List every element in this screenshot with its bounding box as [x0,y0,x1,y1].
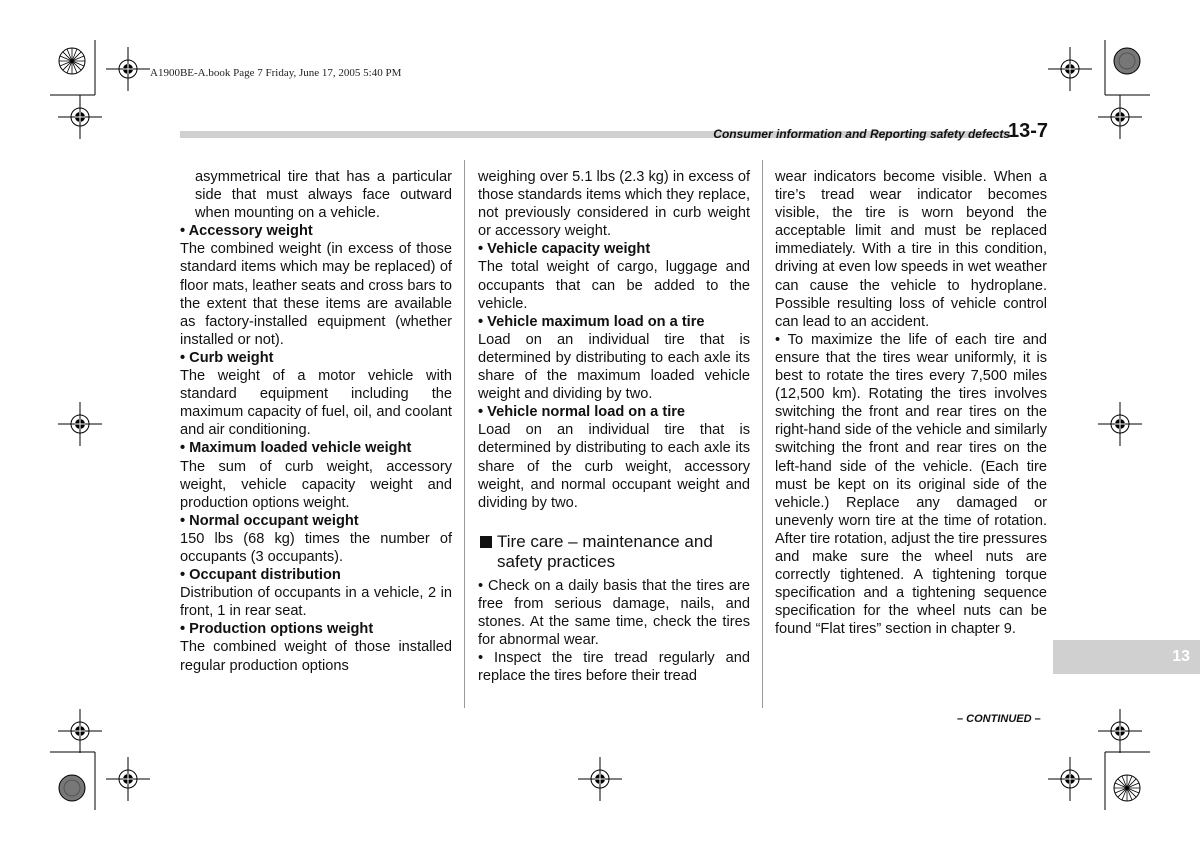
paragraph: 150 lbs (68 kg) times the number of occupants (3 occupants). [180,530,452,565]
paragraph: Load on an individual tire that is determined by distributing to each axle its share of the maximum loaded vehicle weight and dividing by two. [478,331,750,403]
section-title: Consumer information and Reporting safety defects [713,127,1010,141]
page-number: 13-7 [1008,120,1049,142]
term-heading: • Curb weight [180,349,274,366]
paragraph: • To maximize the life of each tire and ensure that the tires wear uniformly, it is best to rotate the tires every 7,500 miles (12,500 km). Rotating the tires involves switching the front and rear tires on the right-hand side of the vehicle and similarly switching the front and rear tires on the left-hand side of the vehicle. (Each tire must be kept on its original side of the vehicle.) Replace any damaged or unevenly worn tire at the time of rotation. After tire rotation, adjust the tire pressures and make sure the wheel nuts are correctly tightened. A tightening torque specification and a tightening sequence specification for the wheel nuts can be found “Flat tires” section in chapter 9. [775,331,1047,638]
chapter-tab-number: 13 [1172,648,1190,665]
term-heading: • Vehicle capacity weight [478,241,651,258]
paragraph: asymmetrical tire that has a particular side that must always face outward when mounting on a vehicle. [195,169,452,222]
paragraph: The weight of a motor vehicle with standard equipment including the maximum capacity of fuel, oil, and coolant and air conditioning. [180,368,452,439]
paragraph: wear indicators become visible. When a tire’s tread wear indicator becomes visible, the tire is worn beyond the acceptable limit and must be replaced immediately. With a tire in this condition, driving at even low speeds in wet weather can cause the vehicle to hydroplane. Possible resulting loss of vehicle control can lead to an accident. [775,169,1047,330]
term-heading: • Production options weight [180,621,374,638]
term-heading: • Vehicle maximum load on a tire [478,313,705,330]
paragraph: Load on an individual tire that is determined by distributing to each axle its share of the curb weight, accessory weight, and normal occupant weight and dividing by two. [478,422,750,511]
paragraph: • Check on a daily basis that the tires are free from serious damage, nails, and stones. At the same time, check the tires for abnormal wear. [478,577,750,649]
term-heading: • Maximum loaded vehicle weight [180,440,412,457]
paragraph: The total weight of cargo, luggage and occupants that can be added to the vehicle. [478,259,750,312]
paragraph: The sum of curb weight, accessory weight, vehicle capacity weight and production options weight. [180,458,452,511]
term-heading: • Occupant distribution [180,567,341,584]
term-heading: • Normal occupant weight [180,512,359,529]
paragraph: weighing over 5.1 lbs (2.3 kg) in excess of those standards items which they replace, not previously considered in curb weight or accessory weight. [478,169,750,240]
term-heading: • Accessory weight [180,223,313,240]
paragraph: • Inspect the tire tread regularly and replace the tires before their tread [478,650,750,685]
paragraph: The combined weight (in excess of those standard items which may be replaced) of floor mats, leather seats and cross bars to the extent that these items are available as factory-installed equipment (whether installed or not). [180,241,452,348]
term-heading: • Vehicle normal load on a tire [478,404,686,421]
paragraph: The combined weight of those installed regular production options [180,639,452,674]
section-heading-text: Tire care – maintenance and safety practices [497,531,713,571]
continued-label: – CONTINUED – [957,713,1041,725]
paragraph: Distribution of occupants in a vehicle, 2 in front, 1 in rear seat. [180,585,452,620]
print-header: A1900BE-A.book Page 7 Friday, June 17, 2005 5:40 PM [150,67,402,79]
